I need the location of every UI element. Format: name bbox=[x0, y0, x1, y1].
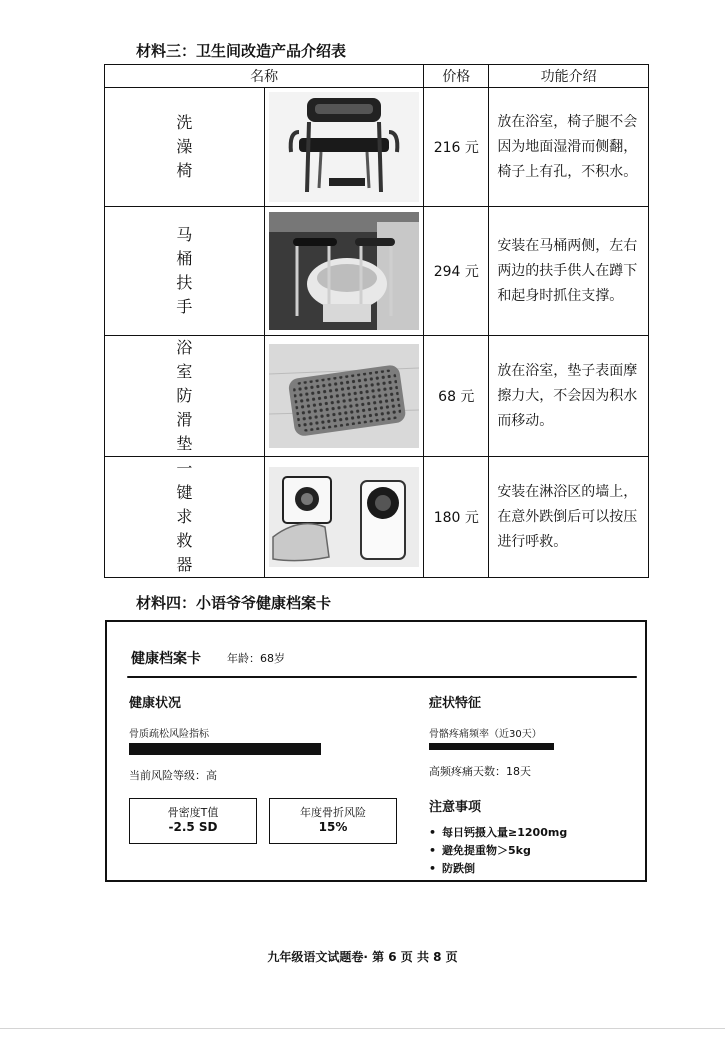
health-heading: 健康状况 bbox=[129, 696, 182, 711]
page-edge-line bbox=[0, 1028, 725, 1029]
product-price: 180 元 bbox=[424, 457, 489, 578]
risk-level: 当前风险等级：高 bbox=[129, 769, 217, 782]
card-title: 健康档案卡 bbox=[131, 651, 201, 667]
material4-title: 材料四：小语爷爷健康档案卡 bbox=[136, 594, 332, 612]
fracture-risk-label: 年度骨折风险 bbox=[300, 806, 366, 819]
header-name: 名称 bbox=[105, 65, 424, 88]
table-row bbox=[105, 457, 649, 578]
product-desc: 放在浴室，椅子腿不会因为地面湿滑而侧翻，椅子上有孔，不积水。 bbox=[489, 88, 649, 207]
page-footer: 九年级语文试题卷· 第 6 页 共 8 页 bbox=[267, 950, 458, 964]
product-name: 一 键 求 救 器 bbox=[105, 457, 265, 578]
table-header-row bbox=[105, 65, 649, 88]
product-desc: 安装在马桶两侧，左右两边的扶手供人在蹲下和起身时抓住支撑。 bbox=[489, 207, 649, 336]
header-desc: 功能介绍 bbox=[489, 65, 649, 88]
product-name: 浴 室 防 滑 垫 bbox=[105, 336, 265, 457]
product-desc: 安装在淋浴区的墙上，在意外跌倒后可以按压进行呼救。 bbox=[489, 457, 649, 578]
osteoporosis-bar-label: 骨质疏松风险指标 bbox=[129, 729, 209, 740]
toilet-handrail-photo bbox=[264, 207, 424, 336]
list-item: • 避免提重物＞5kg bbox=[429, 842, 567, 860]
divider bbox=[127, 676, 637, 678]
table-row bbox=[105, 88, 649, 207]
product-desc: 放在浴室，垫子表面摩擦力大，不会因为积水而移动。 bbox=[489, 336, 649, 457]
notes-heading: 注意事项 bbox=[429, 800, 482, 815]
header-price: 价格 bbox=[424, 65, 489, 88]
shower-chair-photo bbox=[264, 88, 424, 207]
fracture-risk-value: 15% bbox=[318, 820, 348, 834]
list-item: • 防跌倒 bbox=[429, 860, 567, 878]
product-price: 68 元 bbox=[424, 336, 489, 457]
age-text: 年龄：68岁 bbox=[227, 652, 285, 665]
health-record-card bbox=[105, 620, 647, 882]
product-name: 马 桶 扶 手 bbox=[105, 207, 265, 336]
table-row bbox=[105, 336, 649, 457]
pain-bar-track bbox=[429, 743, 637, 750]
pain-bar-fill bbox=[429, 743, 554, 750]
product-table bbox=[104, 64, 649, 578]
sos-button-photo bbox=[264, 457, 424, 578]
notes-list bbox=[429, 824, 567, 878]
material3-title: 材料三：卫生间改造产品介绍表 bbox=[136, 42, 347, 60]
pain-bar-label: 骨骼疼痛频率（近30天） bbox=[429, 729, 542, 740]
osteoporosis-bar-fill bbox=[129, 743, 321, 755]
product-price: 216 元 bbox=[424, 88, 489, 207]
symptoms-heading: 症状特征 bbox=[429, 696, 482, 711]
bath-mat-photo bbox=[264, 336, 424, 457]
pain-days: 高频疼痛天数：18天 bbox=[429, 765, 531, 778]
osteoporosis-bar-track bbox=[129, 743, 429, 755]
bone-density-box bbox=[129, 798, 257, 844]
list-item: • 每日钙摄入量≥1200mg bbox=[429, 824, 567, 842]
product-price: 294 元 bbox=[424, 207, 489, 336]
bone-density-label: 骨密度T值 bbox=[167, 806, 219, 819]
table-row bbox=[105, 207, 649, 336]
fracture-risk-box bbox=[269, 798, 397, 844]
bone-density-value: -2.5 SD bbox=[168, 820, 218, 834]
product-name: 洗 澡 椅 bbox=[105, 88, 265, 207]
